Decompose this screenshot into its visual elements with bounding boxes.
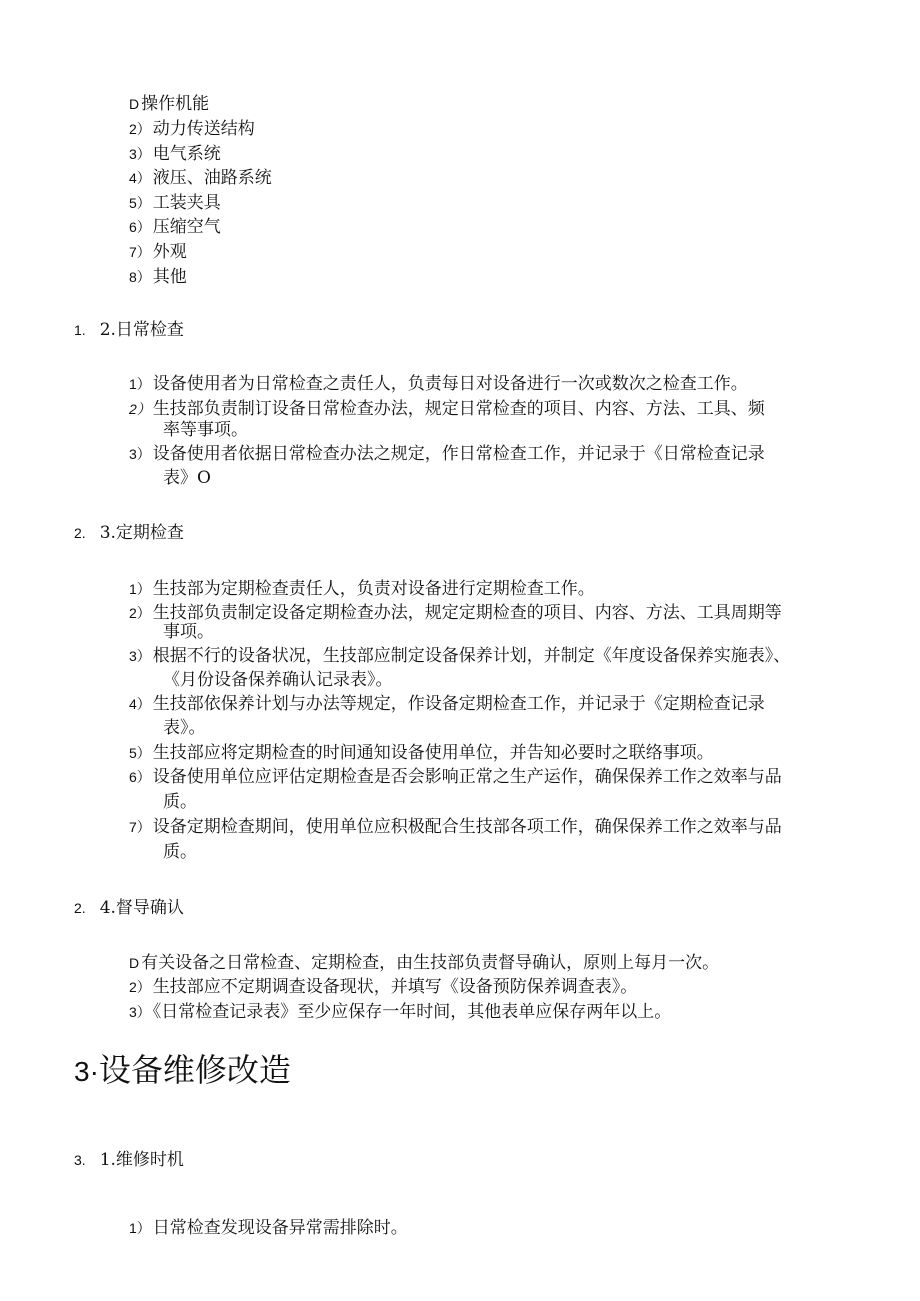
item-number: 2）	[129, 979, 151, 995]
list-item	[129, 265, 187, 289]
list-item	[129, 741, 714, 765]
item-text: 操作机能	[141, 94, 210, 114]
item-number: 2）	[129, 401, 151, 417]
list-item	[129, 644, 790, 668]
item-number: D	[129, 955, 140, 971]
item-text: 外观	[152, 242, 187, 262]
item-number: 4）	[129, 696, 151, 712]
item-number: 3）	[129, 146, 151, 162]
item-text: 生技部应不定期调查设备现状，并填写《设备预防保养调查表》。	[152, 977, 638, 997]
item-text: 根据不行的设备状况，生技部应制定设备保养计划，并制定《年度设备保养实施表》、	[152, 646, 791, 666]
item-number: 1）	[129, 376, 151, 392]
item-number: 1）	[129, 581, 151, 597]
section-title: 3.定期检查	[99, 523, 184, 543]
section-prefix: 2.	[74, 900, 86, 916]
item-continuation: 表》O	[163, 468, 211, 488]
section-prefix: 1.	[74, 322, 86, 338]
item-continuation: 质。	[163, 792, 197, 812]
item-number: 5）	[129, 745, 151, 761]
item-text: 设备定期检查期间，使用单位应积极配合生技部各项工作，确保保养工作之效率与品	[152, 817, 782, 837]
item-number: 7）	[129, 819, 151, 835]
item-text: 生技部依保养计划与办法等规定，作设备定期检查工作，并记录于《定期检查记录	[152, 694, 765, 714]
list-item	[129, 117, 255, 141]
list-item	[129, 142, 221, 166]
item-text: 其他	[152, 267, 187, 287]
list-item	[129, 975, 637, 999]
section-heading-supervision	[74, 896, 184, 920]
list-item	[129, 815, 782, 839]
item-text: 有关设备之日常检查、定期检查，由生技部负责督导确认，原则上每月一次。	[141, 953, 720, 973]
list-item	[129, 577, 595, 601]
chapter-title: 设备维修改造	[98, 1051, 291, 1089]
item-number: 3）	[129, 648, 151, 664]
section-title: 1.维修时机	[99, 1150, 184, 1170]
chapter-heading-equipment-repair	[74, 1050, 291, 1092]
list-item	[129, 92, 209, 116]
section-prefix: 2.	[74, 525, 86, 541]
item-text: 生技部负责制定设备定期检查办法，规定定期检查的项目、内容、方法、工具周期等	[152, 603, 782, 623]
list-item	[129, 601, 782, 625]
item-number: 7）	[129, 244, 151, 260]
section-heading-periodic-check	[74, 521, 184, 545]
list-item	[129, 692, 765, 716]
item-text: 生技部应将定期检查的时间通知设备使用单位，并告知必要时之联络事项。	[152, 743, 714, 763]
list-item	[129, 240, 187, 264]
item-continuation: 率等事项。	[163, 420, 248, 440]
list-item	[129, 1216, 408, 1240]
item-number: 1）	[129, 1220, 151, 1236]
list-item	[129, 765, 782, 789]
item-text: 设备使用单位应评估定期检查是否会影响正常之生产运作，确保保养工作之效率与品	[152, 767, 782, 787]
list-item	[129, 166, 272, 190]
section-prefix: 3.	[74, 1152, 86, 1168]
item-number: 6）	[129, 769, 151, 785]
list-item	[129, 951, 719, 975]
item-continuation: 《月份设备保养确认记录表》。	[163, 670, 393, 690]
list-item	[129, 1000, 671, 1024]
section-heading-daily-check	[74, 318, 184, 342]
section-title: 2.日常检查	[99, 320, 184, 340]
section-title: 4.督导确认	[99, 898, 184, 918]
item-text: 设备使用者为日常检查之责任人，负责每日对设备进行一次或数次之检查工作。	[152, 374, 748, 394]
item-text: 电气系统	[152, 144, 221, 164]
item-text: 《日常检查记录表》至少应保存一年时间，其他表单应保存两年以上。	[152, 1002, 672, 1022]
item-text: 工装夹具	[152, 193, 221, 213]
item-text: 生技部负责制订设备日常检查办法，规定日常检查的项目、内容、方法、工具、频	[152, 399, 765, 419]
item-number: 5）	[129, 195, 151, 211]
item-text: 生技部为定期检查责任人，负责对设备进行定期检查工作。	[152, 579, 595, 599]
item-text: 日常检查发现设备异常需排除时。	[152, 1218, 408, 1238]
item-continuation: 事项。	[163, 622, 214, 642]
item-continuation: 质。	[163, 842, 197, 862]
list-item	[129, 442, 765, 466]
item-text: 设备使用者依据日常检查办法之规定，作日常检查工作，并记录于《日常检查记录	[152, 444, 765, 464]
list-item	[129, 191, 221, 215]
item-number: D	[129, 96, 140, 112]
item-text: 压缩空气	[152, 217, 221, 237]
item-continuation: 表》。	[163, 718, 206, 738]
item-number: 2）	[129, 605, 151, 621]
item-number: 8）	[129, 269, 151, 285]
item-number: 6）	[129, 219, 151, 235]
item-number: 3）	[129, 446, 151, 462]
chapter-number: 3·	[74, 1056, 99, 1087]
item-text: 动力传送结构	[152, 119, 255, 139]
section-heading-repair-timing	[74, 1148, 184, 1172]
item-text: 液压、油路系统	[152, 168, 272, 188]
item-number: 3）	[129, 1004, 151, 1020]
list-item	[129, 215, 221, 239]
item-number: 4）	[129, 170, 151, 186]
list-item	[129, 372, 748, 396]
item-number: 2）	[129, 121, 151, 137]
